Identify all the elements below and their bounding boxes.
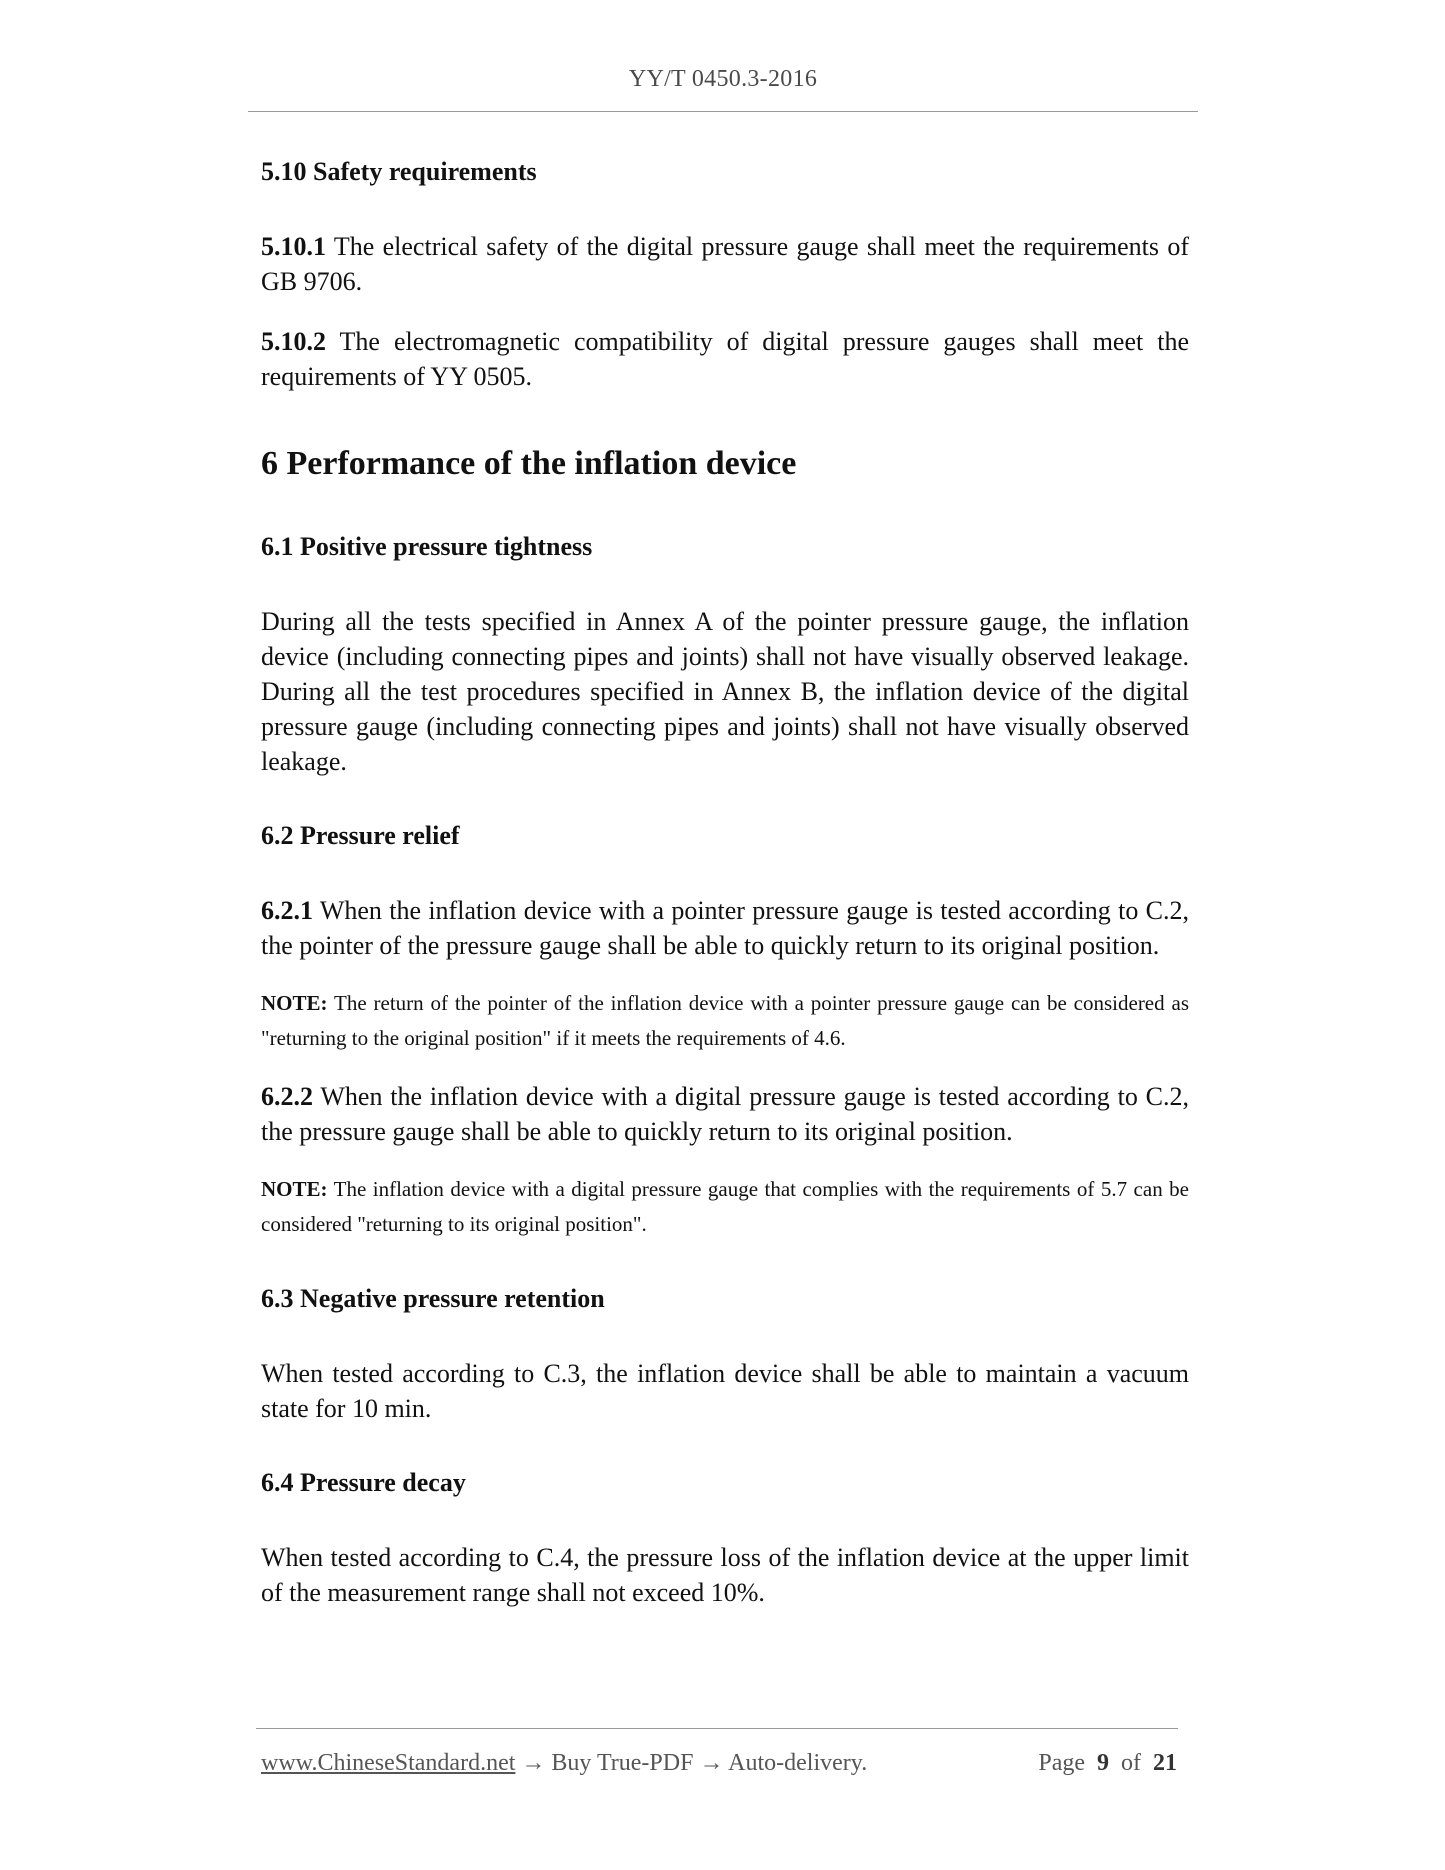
document-body [261,155,1189,1610]
chapter-heading-6: 6 Performance of the inflation device [261,445,797,482]
section-6-1-text: During all the tests specified in Annex A of the pointer pressure gauge, the inflation device (including connecting pipes and joints) shall not have visually observed leakage. During all the test procedures specified in Annex B, the inflation device of the digital pressure gauge (including connecting pipes and joints) shall not have visually observed leakage. [261,607,1189,776]
clause-6-2-1 [261,893,1189,963]
note-6-2-1 [261,986,1189,1056]
clause-number: 5.10.1 [261,232,326,261]
footer-divider [256,1728,1178,1729]
clause-number: 6.2.1 [261,896,313,925]
note-label: NOTE: [261,991,328,1015]
document-code-header: YY/T 0450.3-2016 [628,66,818,92]
page-label: Page [1038,1750,1085,1776]
page-number: 9 [1097,1750,1109,1776]
note-text: The return of the pointer of the inflation device with a pointer pressure gauge can be considered as "returning to the original position" if it meets the requirements of 4.6. [261,991,1189,1050]
clause-5-10-2 [261,324,1189,394]
note-label: NOTE: [261,1177,328,1201]
clause-text: The electrical safety of the digital pressure gauge shall meet the requirements of GB 9706. [261,232,1189,296]
clause-text: When the inflation device with a pointer pressure gauge is tested according to C.2, the pointer of the pressure gauge shall be able to quickly return to its original position. [261,896,1189,960]
clause-number: 5.10.2 [261,327,326,356]
section-6-4-text: When tested according to C.4, the pressure loss of the inflation device at the upper limit of the measurement range shall not exceed 10%. [261,1543,1189,1607]
page-indicator [1038,1750,1177,1777]
section-heading-6-3: 6.3 Negative pressure retention [261,1284,605,1313]
clause-6-2-2 [261,1079,1189,1149]
section-6-3-text: When tested according to C.3, the inflation device shall be able to maintain a vacuum state for 10 min. [261,1359,1189,1423]
of-label: of [1121,1750,1141,1776]
footer-promo [261,1750,867,1777]
auto-delivery-text: Auto-delivery. [728,1750,868,1776]
section-heading-6-2: 6.2 Pressure relief [261,821,460,850]
header-divider [248,111,1198,112]
clause-text: When the inflation device with a digital pressure gauge is tested according to C.2, the pressure gauge shall be able to quickly return to its original position. [261,1082,1189,1146]
section-heading-6-4: 6.4 Pressure decay [261,1468,466,1497]
arrow-icon: → [515,1750,552,1776]
section-heading-5-10: 5.10 Safety requirements [261,157,537,186]
note-text: The inflation device with a digital pressure gauge that complies with the requirements of 5.7 can be considered "returning to its original position". [261,1177,1189,1236]
clause-5-10-1 [261,229,1189,299]
note-6-2-2 [261,1172,1189,1242]
page-total: 21 [1153,1750,1177,1776]
arrow-icon: → [693,1750,729,1776]
section-heading-6-1: 6.1 Positive pressure tightness [261,532,593,561]
website-link[interactable]: www.ChineseStandard.net [261,1750,516,1776]
clause-text: The electromagnetic compatibility of digital pressure gauges shall meet the requirements of YY 0505. [261,327,1189,391]
buy-pdf-text: Buy True-PDF [551,1750,694,1776]
clause-number: 6.2.2 [261,1082,313,1111]
